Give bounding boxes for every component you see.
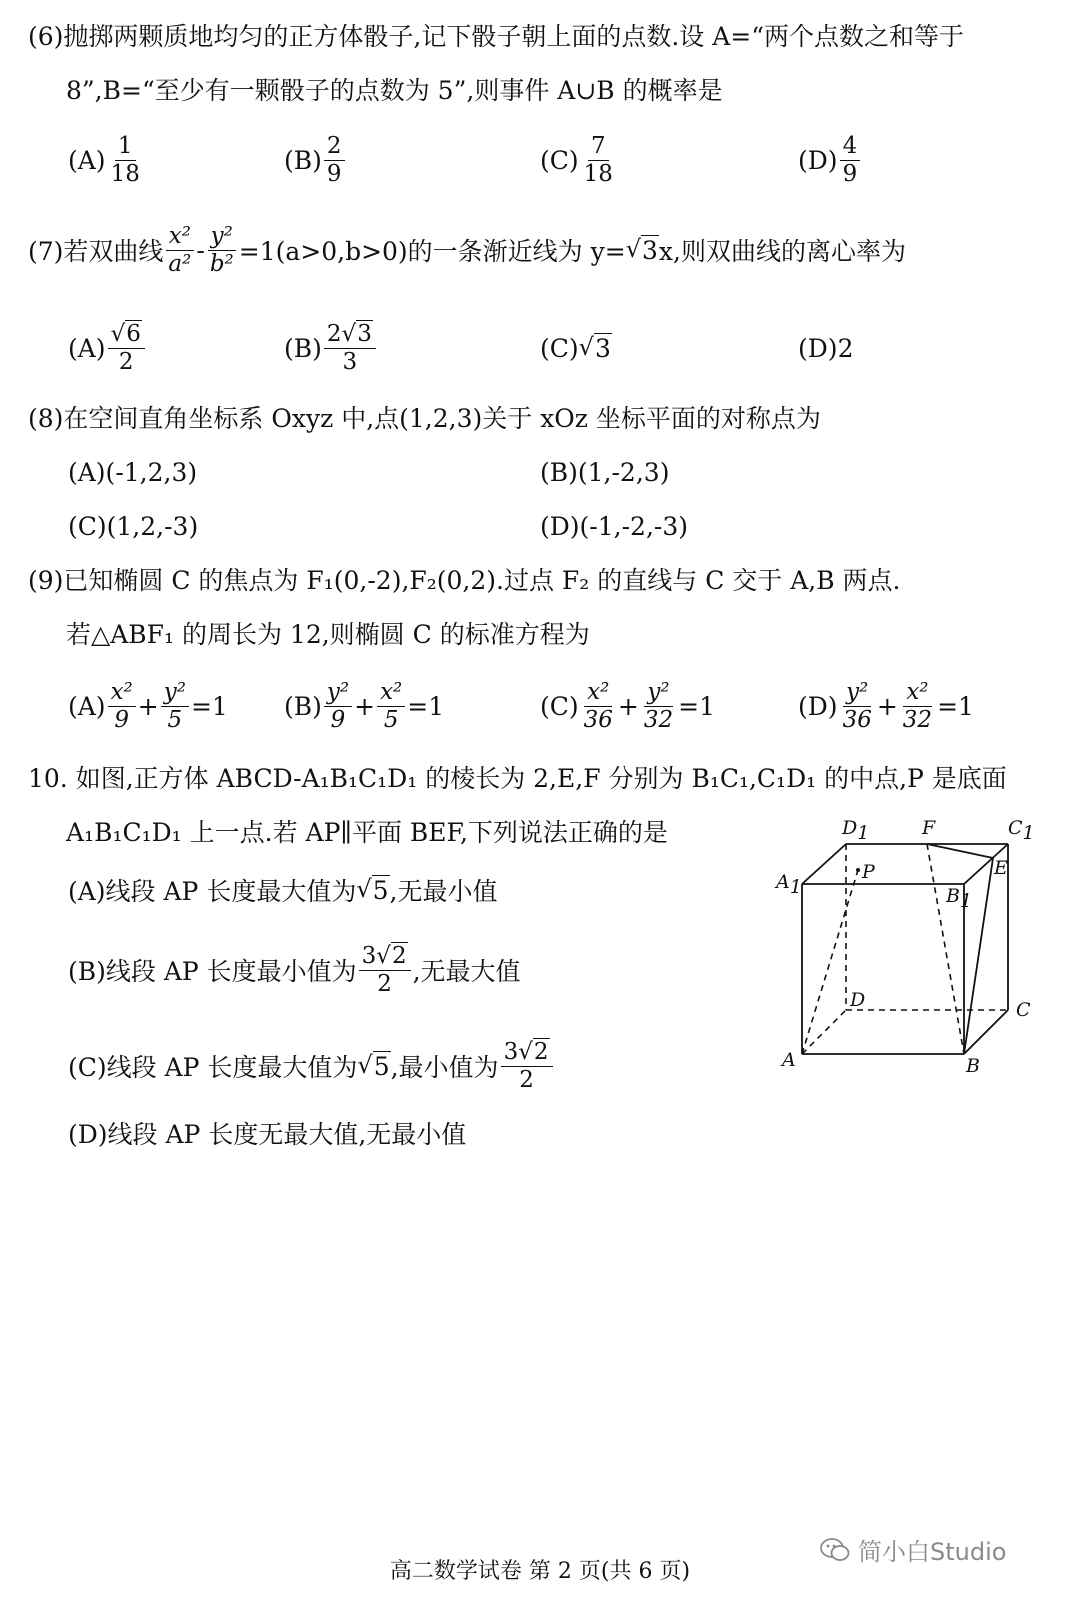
equals-one: =1 bbox=[190, 691, 228, 721]
q6-stem-line1: (6)抛掷两颗质地均匀的正方体骰子,记下骰子朝上面的点数.设 A=“两个点数之和等于 bbox=[28, 22, 965, 51]
option-label: (C) bbox=[540, 333, 579, 363]
sqrt-arg: 6 bbox=[126, 321, 141, 348]
label-a: A bbox=[782, 1049, 796, 1071]
segment-f-b bbox=[927, 844, 964, 1054]
sqrt-arg: 3 bbox=[642, 236, 658, 265]
q10-option-b bbox=[68, 940, 521, 1000]
fraction bbox=[581, 680, 616, 731]
label-b: B bbox=[966, 1055, 980, 1077]
equals-one: =1 bbox=[937, 691, 974, 721]
fraction bbox=[161, 680, 189, 731]
option-label: (B) bbox=[284, 333, 322, 363]
q8-option-d: (D)(-1,-2,-3) bbox=[540, 512, 689, 541]
q10-stem-line2: A₁B₁C₁D₁ 上一点.若 AP∥平面 BEF,下列说法正确的是 bbox=[66, 818, 668, 847]
fraction-num: x² bbox=[584, 680, 612, 706]
option-text: ,无最小值 bbox=[389, 877, 498, 906]
fraction-num bbox=[359, 944, 411, 970]
option-label: (B) bbox=[284, 145, 322, 175]
q6-option-c bbox=[540, 130, 618, 190]
label-a1: A1 bbox=[776, 871, 802, 898]
fraction-num bbox=[108, 322, 145, 348]
q6-option-b bbox=[284, 130, 347, 190]
segment-a-p bbox=[802, 870, 858, 1054]
sqrt-arg: 5 bbox=[373, 1052, 390, 1081]
fraction-num: x² bbox=[377, 680, 405, 706]
page-footer: 高二数学试卷 第 2 页(共 6 页) bbox=[389, 1559, 691, 1584]
point-p bbox=[856, 868, 860, 872]
sqrt-sign: √ bbox=[110, 321, 126, 348]
fraction-den: b² bbox=[209, 250, 234, 277]
fraction-den: 9 bbox=[114, 706, 129, 733]
coefficient: 2 bbox=[326, 321, 342, 348]
equals-one: =1 bbox=[678, 691, 716, 721]
fraction bbox=[324, 322, 376, 373]
q9-option-c bbox=[540, 676, 715, 736]
fraction-den: 3 bbox=[342, 348, 358, 375]
sqrt bbox=[357, 1051, 390, 1081]
option-label: (A) bbox=[68, 691, 106, 721]
q10-option-a bbox=[68, 860, 498, 920]
sqrt-sign: √ bbox=[578, 333, 594, 361]
q7-option-d bbox=[798, 318, 853, 378]
fraction bbox=[359, 944, 411, 995]
q7-prefix: (7)若双曲线 bbox=[28, 237, 164, 266]
q7-option-b bbox=[284, 318, 378, 378]
edge-b-c bbox=[964, 1010, 1008, 1054]
sqrt-arg: 3 bbox=[594, 334, 611, 363]
label-f: F bbox=[922, 817, 936, 839]
fraction-den: 36 bbox=[842, 706, 872, 733]
q6-option-a bbox=[68, 130, 145, 190]
sqrt-arg: 3 bbox=[357, 321, 372, 348]
fraction-den: a² bbox=[168, 250, 192, 277]
fraction-den: 32 bbox=[643, 706, 674, 733]
q8-option-b: (B)(1,-2,3) bbox=[540, 458, 670, 487]
sqrt-arg: 2 bbox=[533, 1039, 549, 1066]
option-value: 2 bbox=[837, 333, 854, 363]
q7-stem bbox=[28, 220, 906, 280]
fraction bbox=[501, 1040, 553, 1091]
fraction bbox=[641, 680, 676, 731]
fraction-den: 36 bbox=[583, 706, 613, 733]
q9-option-d bbox=[798, 676, 974, 736]
label-d1: D1 bbox=[842, 817, 870, 844]
option-text: (C)线段 AP 长度最大值为 bbox=[68, 1053, 358, 1082]
fraction-den: 9 bbox=[330, 706, 346, 733]
fraction-den: 32 bbox=[902, 706, 933, 733]
sqrt bbox=[626, 235, 659, 265]
fraction-num: x² bbox=[166, 224, 194, 250]
fraction-den: 2 bbox=[377, 970, 392, 997]
fraction-den: 9 bbox=[842, 160, 858, 187]
fraction-den: 5 bbox=[167, 706, 183, 733]
q8-option-c: (C)(1,2,-3) bbox=[68, 512, 199, 541]
option-label: (B) bbox=[284, 691, 322, 721]
fraction-num: x² bbox=[108, 680, 136, 706]
fraction-num: 2 bbox=[324, 134, 345, 160]
option-label: (C) bbox=[540, 145, 579, 175]
fraction bbox=[377, 680, 405, 731]
fraction bbox=[324, 680, 352, 731]
label-p: P bbox=[862, 861, 875, 883]
q7-equation: =1(a>0,b>0)的一条渐近线为 y= bbox=[238, 237, 626, 266]
fraction bbox=[840, 134, 861, 185]
fraction-den: 18 bbox=[110, 160, 140, 187]
sqrt bbox=[579, 333, 612, 363]
fraction-den: 5 bbox=[383, 706, 399, 733]
q9-stem-line2: 若△ABF₁ 的周长为 12,则椭圆 C 的标准方程为 bbox=[66, 620, 590, 649]
fraction bbox=[108, 680, 136, 731]
option-label: (D) bbox=[798, 333, 838, 363]
option-label: (A) bbox=[68, 333, 106, 363]
fraction-den: 9 bbox=[326, 160, 342, 187]
segment-f-e bbox=[927, 844, 993, 858]
fraction-den: 2 bbox=[519, 1066, 534, 1093]
sqrt-sign: √ bbox=[356, 875, 372, 903]
fraction-num: y² bbox=[208, 224, 236, 250]
label-b1: B1 bbox=[946, 885, 973, 912]
q7-option-c bbox=[540, 318, 612, 378]
fraction-num: y² bbox=[161, 680, 189, 706]
fraction-den: 18 bbox=[583, 160, 613, 187]
fraction-num: y² bbox=[843, 680, 871, 706]
sqrt-sign: √ bbox=[341, 321, 357, 348]
q10-option-c bbox=[68, 1036, 555, 1096]
fraction bbox=[840, 680, 875, 731]
label-c: C bbox=[1016, 999, 1031, 1021]
fraction-num: y² bbox=[644, 680, 672, 706]
option-text: (B)线段 AP 长度最小值为 bbox=[68, 957, 357, 986]
coefficient: 3 bbox=[503, 1039, 519, 1066]
option-text: ,最小值为 bbox=[390, 1053, 499, 1082]
label-d: D bbox=[850, 989, 866, 1011]
q8-option-a: (A)(-1,2,3) bbox=[68, 458, 198, 487]
plus-sign: + bbox=[137, 691, 159, 721]
sqrt-sign: √ bbox=[625, 235, 642, 263]
option-label: (C) bbox=[540, 691, 579, 721]
watermark-text: 简小白Studio bbox=[858, 1538, 1007, 1566]
fraction-num: x² bbox=[903, 680, 931, 706]
option-label: (D) bbox=[798, 145, 838, 175]
cube-figure bbox=[772, 808, 1042, 1080]
fraction bbox=[108, 322, 145, 373]
q10-option-d: (D)线段 AP 长度无最大值,无最小值 bbox=[68, 1120, 467, 1149]
q9-option-a bbox=[68, 676, 228, 736]
sqrt-sign: √ bbox=[518, 1039, 533, 1066]
edge-a1-d1 bbox=[802, 844, 846, 884]
q8-stem: (8)在空间直角坐标系 Oxyz 中,点(1,2,3)关于 xOz 坐标平面的对称点为 bbox=[28, 404, 821, 433]
sqrt bbox=[356, 875, 389, 905]
fraction-num bbox=[501, 1040, 553, 1066]
fraction bbox=[581, 134, 616, 185]
fraction bbox=[900, 680, 935, 731]
q7-suffix: x,则双曲线的离心率为 bbox=[658, 237, 906, 266]
label-e: E bbox=[994, 857, 1008, 879]
q6-option-d bbox=[798, 130, 862, 190]
q9-stem-line1: (9)已知椭圆 C 的焦点为 F₁(0,-2),F₂(0,2).过点 F₂ 的直线与 C 交于 A,B 两点. bbox=[28, 566, 901, 595]
fraction-num bbox=[324, 322, 376, 348]
fraction bbox=[165, 224, 194, 275]
minus-sign: - bbox=[196, 235, 205, 265]
option-label: (A) bbox=[68, 145, 106, 175]
sqrt-sign: √ bbox=[376, 943, 391, 970]
sqrt-arg: 2 bbox=[391, 943, 407, 970]
fraction-num: y² bbox=[324, 680, 352, 706]
fraction-num: 4 bbox=[840, 134, 861, 160]
label-c1: C1 bbox=[1008, 817, 1035, 844]
option-text: (A)线段 AP 长度最大值为 bbox=[68, 877, 357, 906]
fraction-num: 1 bbox=[115, 134, 136, 160]
segment-e-b bbox=[964, 858, 993, 1054]
option-label: (D) bbox=[798, 691, 838, 721]
sqrt-sign: √ bbox=[357, 1051, 373, 1079]
q7-option-a bbox=[68, 318, 147, 378]
q6-stem-line2: 8”,B=“至少有一颗骰子的点数为 5”,则事件 A∪B 的概率是 bbox=[66, 76, 723, 105]
option-text: ,无最大值 bbox=[412, 957, 521, 986]
equals-one: =1 bbox=[407, 691, 445, 721]
sqrt-arg: 5 bbox=[372, 876, 389, 905]
plus-sign: + bbox=[354, 691, 376, 721]
plus-sign: + bbox=[876, 691, 898, 721]
fraction bbox=[324, 134, 345, 185]
coefficient: 3 bbox=[361, 943, 377, 970]
q9-option-b bbox=[284, 676, 444, 736]
fraction bbox=[207, 224, 237, 275]
fraction bbox=[108, 134, 143, 185]
fraction-den: 2 bbox=[118, 348, 134, 375]
q10-stem-line1: 10. 如图,正方体 ABCD-A₁B₁C₁D₁ 的棱长为 2,E,F 分别为 B₁C₁,C₁D₁ 的中点,P 是底面 bbox=[28, 764, 1007, 793]
fraction-num: 7 bbox=[588, 134, 609, 160]
plus-sign: + bbox=[617, 691, 639, 721]
